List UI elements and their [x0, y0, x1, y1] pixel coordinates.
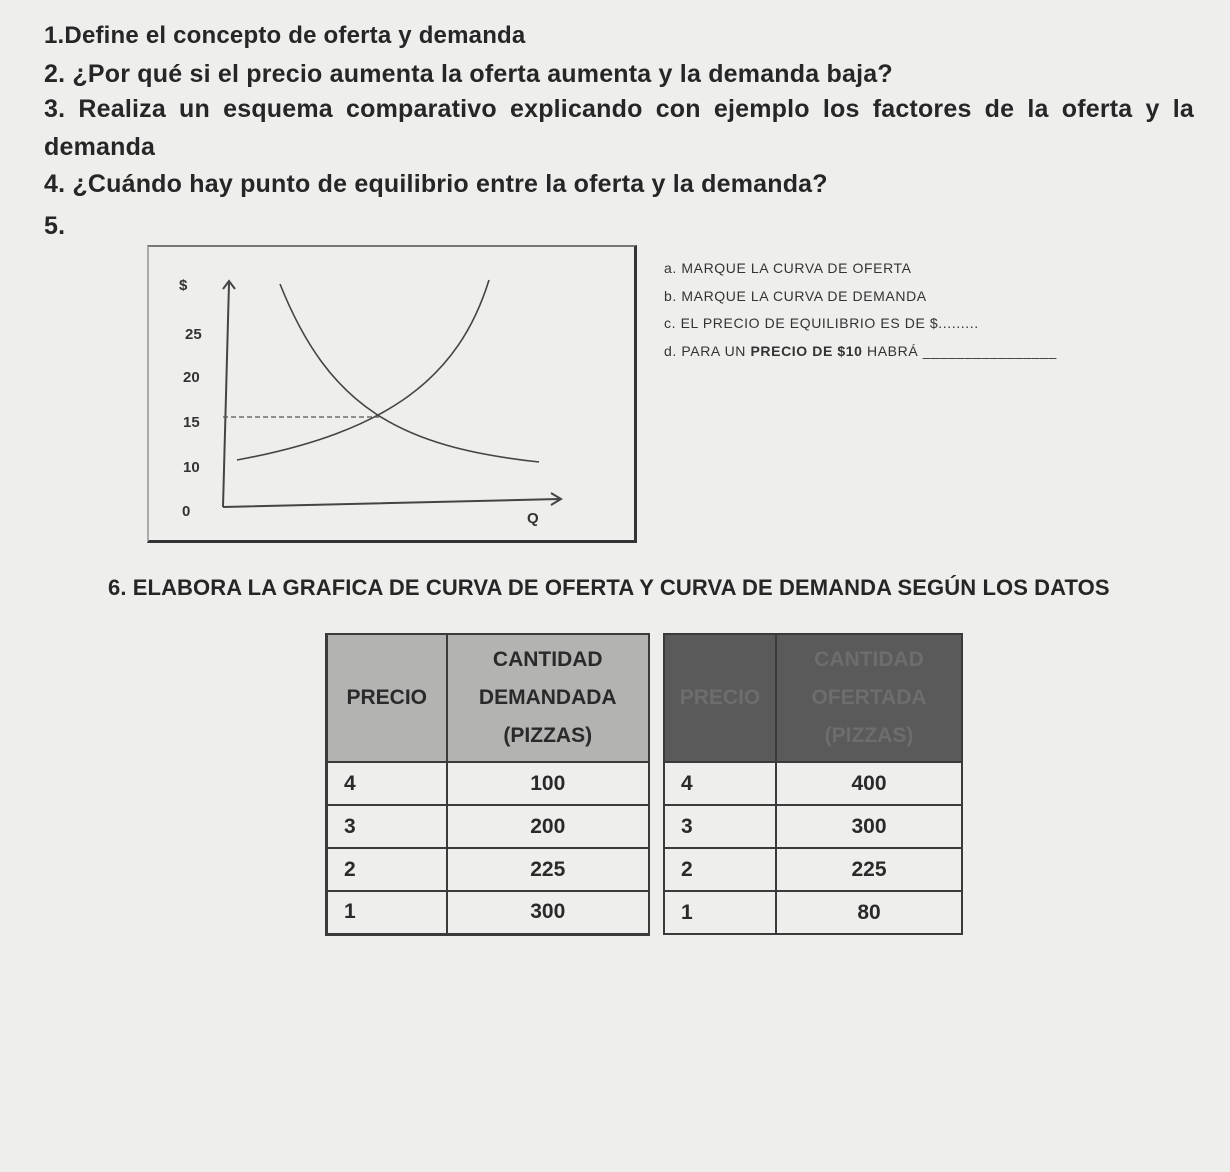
demand-table: [325, 633, 650, 936]
price-cell: 1: [327, 891, 447, 934]
y-tick-15: 15: [183, 414, 200, 431]
instruction-d-bold: PRECIO DE $10: [750, 343, 863, 359]
question-6: 6. ELABORA LA GRAFICA DE CURVA DE OFERTA Y CURVA DE DEMANDA SEGÚN LOS DATOS: [108, 575, 1110, 600]
question-1: 1.Define el concepto de oferta y demanda: [44, 22, 526, 49]
table-row: [327, 848, 650, 891]
y-tick-20: 20: [183, 369, 200, 386]
header-cantidad-ofertada: CANTIDAD OFERTADA (PIZZAS): [776, 634, 962, 762]
price-cell: 3: [327, 805, 447, 848]
table-header-row: [664, 634, 962, 762]
x-axis-label: Q: [527, 510, 539, 527]
question-4: 4. ¿Cuándo hay punto de equilibrio entre la oferta y la demanda?: [44, 170, 828, 198]
table-row: [327, 805, 650, 848]
price-cell: 2: [664, 848, 776, 891]
price-cell: 4: [664, 762, 776, 805]
instruction-d-prefix: d. PARA UN: [664, 343, 751, 359]
table-header-row: [327, 634, 650, 762]
supply-demand-graph: [149, 247, 637, 543]
table-row: [664, 805, 962, 848]
supply-curve: [237, 280, 489, 460]
price-cell: 3: [664, 805, 776, 848]
price-cell: 2: [327, 848, 447, 891]
y-tick-10: 10: [183, 459, 200, 476]
qty-cell: 225: [776, 848, 962, 891]
instruction-b: b. MARQUE LA CURVA DE DEMANDA: [664, 288, 927, 304]
y-axis-label: $: [179, 277, 188, 294]
supply-table: [663, 633, 963, 935]
table-row: [664, 762, 962, 805]
qty-cell: 100: [447, 762, 650, 805]
qty-cell: 300: [447, 891, 650, 934]
demand-curve: [280, 284, 539, 462]
table-row: [327, 891, 650, 934]
header-precio: PRECIO: [664, 634, 776, 762]
y-axis-arrow: [223, 281, 235, 507]
price-cell: 4: [327, 762, 447, 805]
header-precio: PRECIO: [327, 634, 447, 762]
question-3: 3. Realiza un esquema comparativo explicando con ejemplo los factores de la oferta y la demanda: [44, 95, 1194, 161]
instruction-d: [664, 343, 1057, 359]
x-axis-arrow: [223, 493, 561, 507]
instruction-a: a. MARQUE LA CURVA DE OFERTA: [664, 260, 912, 276]
qty-cell: 225: [447, 848, 650, 891]
qty-cell: 200: [447, 805, 650, 848]
y-tick-25: 25: [185, 326, 202, 343]
question-5: 5.: [44, 212, 66, 240]
table-row: [664, 848, 962, 891]
question-2: 2. ¿Por qué si el precio aumenta la oferta aumenta y la demanda baja?: [44, 60, 893, 88]
instruction-d-suffix: HABRÁ ________________: [862, 343, 1057, 359]
header-cantidad-demandada: CANTIDAD DEMANDADA (PIZZAS): [447, 634, 650, 762]
qty-cell: 300: [776, 805, 962, 848]
supply-demand-figure: [147, 245, 637, 543]
qty-cell: 80: [776, 891, 962, 934]
price-cell: 1: [664, 891, 776, 934]
instruction-c: c. EL PRECIO DE EQUILIBRIO ES DE $.........: [664, 315, 979, 331]
y-tick-0: 0: [182, 503, 191, 520]
qty-cell: 400: [776, 762, 962, 805]
table-row: [327, 762, 650, 805]
table-row: [664, 891, 962, 934]
